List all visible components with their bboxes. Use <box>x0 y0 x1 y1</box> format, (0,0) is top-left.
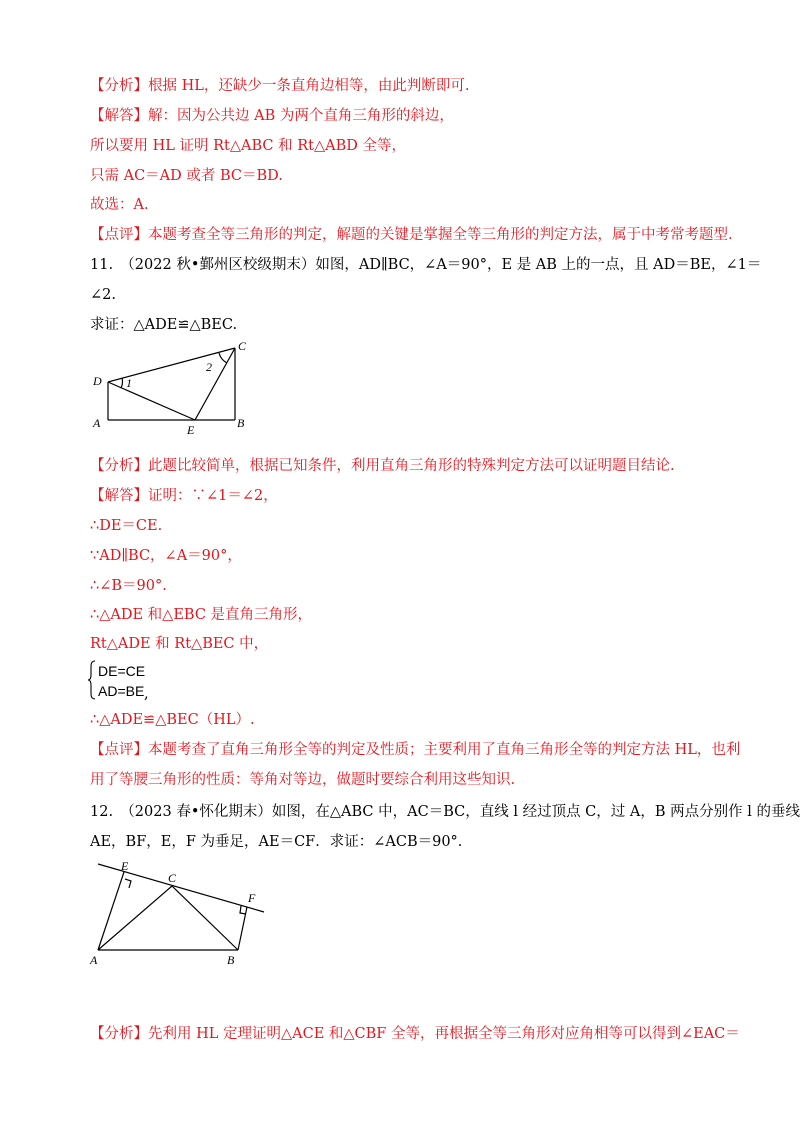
q11-system-line-1: DE=CE <box>98 663 146 679</box>
q10-answer-line-4: 故选：A. <box>90 197 149 213</box>
q11-comment-line-2: 用了等腰三角形的性质：等角对等边，做题时要综合利用这些知识. <box>90 772 516 788</box>
q11-comment-line-1: 【点评】本题考查了直角三角形全等的判定及性质；主要利用了直角三角形全等的判定方法 HL，也利 <box>90 742 741 758</box>
q11-answer-line-1: 【解答】证明：∵∠1＝∠2， <box>90 488 278 504</box>
q12-label-C: C <box>168 871 177 885</box>
q12-label-A: A <box>90 953 98 967</box>
q12-figure <box>88 860 268 970</box>
q10-comment: 【点评】本题考查全等三角形的判定，解题的关键是掌握全等三角形的判定方法，属于中考常考题型. <box>90 227 733 243</box>
q11-stem-line-2: ∠2. <box>90 287 116 303</box>
q11-label-B: B <box>237 416 245 430</box>
q12-stem-line-1: 12. （2023 春•怀化期末）如图，在△ABC 中，AC＝BC，直线 l 经过顶点 C，过 A，B 两点分别作 l 的垂线 <box>90 804 800 820</box>
q10-analysis: 【分析】根据 HL，还缺少一条直角边相等，由此判断即可. <box>90 78 470 94</box>
q11-label-D: D <box>93 374 102 388</box>
q11-answer-line-5: ∴△ADE 和△EBC 是直角三角形， <box>90 607 313 623</box>
q12-right-angle-F <box>240 906 246 914</box>
q11-system-line-2: AD=BE <box>98 683 145 699</box>
q11-label-E: E <box>187 423 195 436</box>
q11-label-C: C <box>238 339 247 353</box>
q10-answer-line-1: 【解答】解：因为公共边 AB 为两个直角三角形的斜边， <box>90 108 454 124</box>
q11-label-angle-2: 2 <box>206 360 212 374</box>
q11-angle-1-arc <box>121 378 122 388</box>
q11-figure <box>88 338 248 436</box>
q11-answer-line-6: Rt△ADE 和 Rt△BEC 中， <box>90 636 269 652</box>
q12-label-E: E <box>121 860 129 873</box>
q11-segment-EC <box>195 348 235 420</box>
q12-analysis: 【分析】先利用 HL 定理证明△ACE 和△CBF 全等，再根据全等三角形对应角相等可以得到∠EAC＝ <box>90 1026 740 1042</box>
q12-stem-line-2: AE，BF，E，F 为垂足，AE＝CF．求证：∠ACB＝90°. <box>90 834 463 850</box>
q12-label-B: B <box>227 953 235 967</box>
q11-answer-line-7: ∴△ADE≌△BEC（HL）. <box>90 712 255 728</box>
q11-label-A: A <box>93 416 101 430</box>
q11-answer-line-2: ∴DE＝CE. <box>90 518 163 534</box>
q11-answer-line-4: ∴∠B＝90°. <box>90 578 167 594</box>
q12-right-angle-E <box>125 879 131 888</box>
q12-label-F: F <box>248 891 256 905</box>
q11-stem-line-1: 11. （2022 秋•鄞州区校级期末）如图，AD∥BC，∠A＝90°，E 是 AB 上的一点，且 AD＝BE，∠1＝ <box>90 257 762 273</box>
q11-prove-statement: 求证：△ADE≌△BEC. <box>90 317 238 333</box>
q11-angle-2-arc <box>219 353 227 363</box>
q11-answer-line-3: ∵AD∥BC，∠A＝90°， <box>90 548 242 564</box>
q12-segment-CB <box>172 886 238 950</box>
q11-system-comma: , <box>144 686 149 702</box>
q11-equation-brace <box>88 660 96 700</box>
q10-answer-line-3: 只需 AC＝AD 或者 BC＝BD. <box>90 168 283 184</box>
q10-answer-line-2: 所以要用 HL 证明 Rt△ABC 和 Rt△ABD 全等， <box>90 138 406 154</box>
q11-label-angle-1: 1 <box>126 376 132 390</box>
q11-analysis: 【分析】此题比较简单，根据已知条件，利用直角三角形的特殊判定方法可以证明题目结论. <box>90 458 675 474</box>
